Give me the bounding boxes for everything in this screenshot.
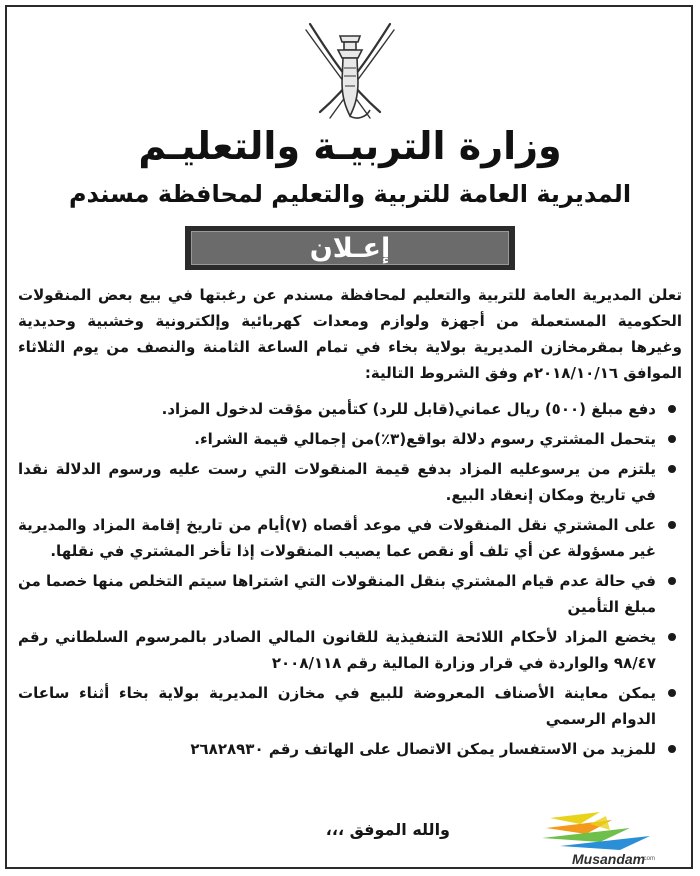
condition-item: [18, 568, 656, 620]
watermark-text: Musandam: [572, 851, 646, 867]
condition-item: [18, 736, 656, 762]
condition-text: في حالة عدم قيام المشتري بنقل المنقولات التي اشتراها سيتم التخلص منها خصما من مبلغ التأمين: [18, 572, 656, 616]
condition-item: [18, 624, 656, 676]
bullet-icon: [668, 435, 676, 443]
bullet-icon: [668, 521, 676, 529]
condition-item: [18, 512, 656, 564]
condition-text: على المشتري نقل المنقولات في موعد أقصاه (٧)أيام من تاريخ إقامة المزاد والمديرية غير مسؤولة عن أي تلف أو نقص عما يصيب المنقولات إذا تأخر المشتري في نقلها.: [18, 516, 656, 560]
directorate-title: المديرية العامة للتربية والتعليم لمحافظة مسندم: [68, 180, 632, 208]
condition-item: [18, 680, 656, 732]
oman-khanjar-emblem-icon: [296, 12, 404, 124]
conditions-list: [18, 396, 682, 766]
announcement-banner: [185, 226, 515, 270]
bullet-icon: [668, 405, 676, 413]
condition-item: [18, 396, 656, 422]
bullet-icon: [668, 577, 676, 585]
condition-text: يتحمل المشتري رسوم دلالة بواقع(٣٪)من إجمالي قيمة الشراء.: [194, 430, 656, 448]
watermark-subtext: .com: [642, 856, 656, 862]
announcement-label: إعـلان: [309, 232, 391, 264]
condition-text: يلتزم من يرسوعليه المزاد بدفع قيمة المنقولات التي رست عليه ورسوم الدلالة نقدا في تاريخ ومكان إنعقاد البيع.: [18, 460, 656, 504]
bullet-icon: [668, 689, 676, 697]
bullet-icon: [668, 745, 676, 753]
condition-item: [18, 456, 656, 508]
announcement-banner-inner: [191, 231, 509, 265]
condition-text: للمزيد من الاستفسار يمكن الاتصال على الهاتف رقم ٢٦٨٢٨٩٣٠: [190, 740, 656, 758]
closing-line: والله الموفق ،،،: [325, 820, 450, 839]
intro-paragraph: تعلن المديرية العامة للتربية والتعليم لمحافظة مسندم عن رغبتها في بيع بعض المنقولات الحكومية المستعملة من أجهزة ولوازم ومعدات كهربائية وإلكترونية وخشبية وحديدية وغيرها بمقرمخازن المديرية بولاية بخاء في تمام الساعة الثامنة والنصف من يوم الثلاثاء الموافق ٢٠١٨/١٠/١٦م وفق الشروط التالية:: [18, 286, 682, 382]
condition-text: دفع مبلغ (٥٠٠) ريال عماني(قابل للرد) كتأمين مؤقت لدخول المزاد.: [161, 400, 656, 418]
condition-item: [18, 426, 656, 452]
bullet-icon: [668, 633, 676, 641]
bullet-icon: [668, 465, 676, 473]
condition-text: يمكن معاينة الأصناف المعروضة للبيع في مخازن المديرية بولاية بخاء أثناء ساعات الدوام الرسمي: [18, 684, 656, 728]
ministry-title: وزارة التربيـة والتعليـم: [138, 124, 562, 168]
condition-text: يخضع المزاد لأحكام اللائحة التنفيذية للقانون المالي الصادر بالمرسوم السلطاني رقم ٩٨/٤٧ والواردة في قرار وزارة المالية رقم ٢٠٠٨/١١٨: [18, 628, 656, 672]
